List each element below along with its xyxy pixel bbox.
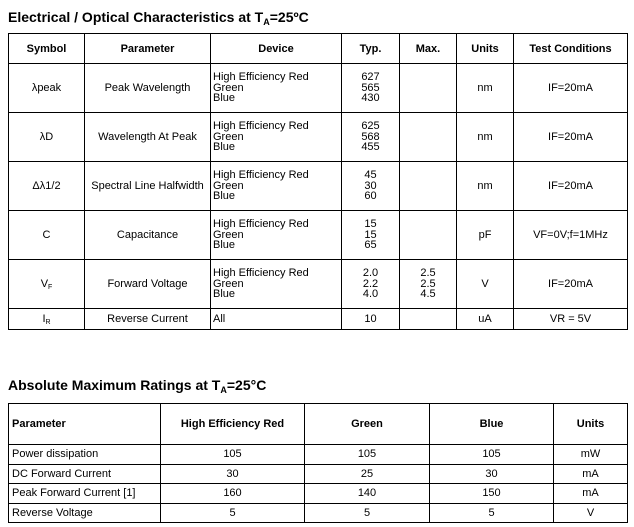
- symbol-text: V: [40, 277, 49, 290]
- device-cell: [211, 309, 342, 330]
- max-value: 2.5: [420, 267, 436, 280]
- test-conditions-cell: [514, 260, 628, 309]
- parameter-text: Wavelength At Peak: [98, 131, 197, 143]
- typ-cell: [342, 211, 400, 260]
- typ-cell: [342, 309, 400, 330]
- max-cell: [400, 162, 457, 211]
- parameter-cell: [85, 211, 211, 260]
- header-test-conditions: Test Conditions: [514, 34, 628, 64]
- device-name: High Efficiency Red: [213, 71, 309, 84]
- test-conditions-cell: [514, 309, 628, 330]
- typ-value: 30: [364, 179, 377, 192]
- typ-value: 430: [361, 92, 380, 105]
- device-name: Green: [213, 81, 244, 94]
- max-value: 4.5: [420, 288, 436, 301]
- typ-cell: [342, 162, 400, 211]
- header-blue: Blue: [430, 404, 554, 445]
- parameter-text: Reverse Current: [107, 313, 188, 325]
- device-name: Green: [213, 228, 244, 241]
- header-parameter: Parameter: [85, 34, 211, 64]
- parameter-cell: Power dissipation: [9, 445, 161, 465]
- max-cell: [400, 64, 457, 113]
- header-high-efficiency-red: High Efficiency Red: [161, 404, 305, 445]
- test-conditions-cell: [514, 113, 628, 162]
- device-name: Green: [213, 130, 244, 143]
- parameter-text: Peak Wavelength: [104, 82, 191, 94]
- typ-value: 10: [364, 312, 377, 325]
- symbol-text: λD: [39, 131, 54, 143]
- table-row: [9, 260, 628, 309]
- typ-value: 2.2: [362, 277, 379, 290]
- symbol-text: C: [42, 229, 51, 241]
- symbol-text: Δλ1/2: [32, 180, 61, 192]
- device-name: Green: [213, 277, 244, 290]
- parameter-text: Forward Voltage: [107, 278, 188, 290]
- header-green: Green: [305, 404, 430, 445]
- parameter-cell: Peak Forward Current [1]: [9, 484, 161, 504]
- table-row: [9, 445, 628, 465]
- units-text: pF: [478, 229, 492, 241]
- absolute-max-ratings-title: Absolute Maximum Ratings at $T_A=25^\circ C$: [8, 377, 267, 395]
- units-cell: mA: [554, 464, 628, 484]
- table-row: [9, 211, 628, 260]
- parameter-text: Spectral Line Halfwidth: [91, 180, 204, 192]
- blue-cell: 105: [430, 445, 554, 465]
- device-name: High Efficiency Red: [213, 120, 309, 133]
- test-conditions-text: IF=20mA: [548, 278, 593, 290]
- parameter-cell: Reverse Voltage: [9, 503, 161, 523]
- header-symbol: Symbol: [9, 34, 85, 64]
- table-row: [9, 113, 628, 162]
- device-name: All: [213, 312, 226, 325]
- units-text: V: [481, 278, 489, 290]
- header-device: Device: [211, 34, 342, 64]
- table-row: [9, 64, 628, 113]
- symbol-cell: [9, 113, 85, 162]
- units-cell: [457, 162, 514, 211]
- parameter-cell: [85, 64, 211, 113]
- header-units: Units: [457, 34, 514, 64]
- test-conditions-cell: [514, 211, 628, 260]
- units-cell: [457, 309, 514, 330]
- green-cell: 105: [305, 445, 430, 465]
- max-cell: [400, 211, 457, 260]
- typ-value: 565: [361, 81, 380, 94]
- max-cell: [400, 113, 457, 162]
- units-cell: [457, 211, 514, 260]
- typ-value: 65: [364, 239, 377, 252]
- symbol-cell: [9, 260, 85, 309]
- typ-cell: [342, 260, 400, 309]
- green-cell: 140: [305, 484, 430, 504]
- device-cell: [211, 64, 342, 113]
- table-row: [9, 464, 628, 484]
- parameter-cell: [85, 162, 211, 211]
- header-units: Units: [554, 404, 628, 445]
- units-cell: [457, 113, 514, 162]
- symbol-cell: [9, 309, 85, 330]
- typ-value: 2.0: [362, 267, 379, 280]
- test-conditions-text: IF=20mA: [548, 82, 593, 94]
- units-text: uA: [478, 313, 492, 325]
- blue-cell: 30: [430, 464, 554, 484]
- device-name: Blue: [213, 92, 236, 105]
- parameter-cell: DC Forward Current: [9, 464, 161, 484]
- electrical-optical-title: Electrical / Optical Characteristics at $T_A=25ºC$: [8, 9, 309, 27]
- symbol-text: I: [42, 312, 46, 325]
- table-header-row: [9, 404, 628, 445]
- device-name: Blue: [213, 190, 236, 203]
- device-name: High Efficiency Red: [213, 267, 309, 280]
- units-text: nm: [477, 180, 493, 192]
- table-row: [9, 309, 628, 330]
- device-name: Blue: [213, 141, 236, 154]
- typ-value: 15: [364, 228, 377, 241]
- device-cell: [211, 162, 342, 211]
- typ-value: 15: [364, 218, 377, 231]
- header-typ: Typ.: [342, 34, 400, 64]
- typ-cell: [342, 113, 400, 162]
- parameter-cell: [85, 309, 211, 330]
- green-cell: 25: [305, 464, 430, 484]
- units-cell: V: [554, 503, 628, 523]
- units-cell: [457, 260, 514, 309]
- electrical-optical-table: [8, 33, 628, 330]
- max-value: 2.5: [420, 277, 436, 290]
- symbol-cell: [9, 211, 85, 260]
- units-text: nm: [477, 131, 493, 143]
- test-conditions-cell: [514, 64, 628, 113]
- units-text: nm: [477, 82, 493, 94]
- typ-cell: [342, 64, 400, 113]
- device-name: Blue: [213, 288, 236, 301]
- high-efficiency-red-cell: 30: [161, 464, 305, 484]
- device-cell: [211, 211, 342, 260]
- typ-value: 568: [361, 130, 380, 143]
- header-parameter: Parameter: [9, 404, 161, 445]
- symbol-cell: [9, 162, 85, 211]
- units-cell: mW: [554, 445, 628, 465]
- table-row: [9, 162, 628, 211]
- table-header-row: [9, 34, 628, 64]
- device-name: High Efficiency Red: [213, 218, 309, 231]
- typ-value: 45: [364, 169, 377, 182]
- device-name: Green: [213, 179, 244, 192]
- header-max: Max.: [400, 34, 457, 64]
- max-cell: [400, 260, 457, 309]
- symbol-subscript: F: [48, 283, 53, 291]
- typ-value: 627: [361, 71, 380, 84]
- table-row: [9, 503, 628, 523]
- symbol-text: λpeak: [31, 82, 62, 94]
- typ-value: 625: [361, 120, 380, 133]
- units-cell: mA: [554, 484, 628, 504]
- device-name: High Efficiency Red: [213, 169, 309, 182]
- typ-value: 60: [364, 190, 377, 203]
- blue-cell: 5: [430, 503, 554, 523]
- parameter-cell: [85, 113, 211, 162]
- blue-cell: 150: [430, 484, 554, 504]
- table-row: [9, 484, 628, 504]
- typ-value: 455: [361, 141, 380, 154]
- units-cell: [457, 64, 514, 113]
- test-conditions-text: IF=20mA: [548, 131, 593, 143]
- max-cell: [400, 309, 457, 330]
- high-efficiency-red-cell: 105: [161, 445, 305, 465]
- parameter-cell: [85, 260, 211, 309]
- typ-value: 4.0: [362, 288, 379, 301]
- green-cell: 5: [305, 503, 430, 523]
- test-conditions-text: VR = 5V: [549, 313, 592, 325]
- test-conditions-cell: [514, 162, 628, 211]
- high-efficiency-red-cell: 160: [161, 484, 305, 504]
- parameter-text: Capacitance: [116, 229, 179, 241]
- device-name: Blue: [213, 239, 236, 252]
- device-cell: [211, 113, 342, 162]
- symbol-cell: [9, 64, 85, 113]
- high-efficiency-red-cell: 5: [161, 503, 305, 523]
- absolute-max-ratings-table: [8, 403, 628, 523]
- device-cell: [211, 260, 342, 309]
- symbol-subscript: R: [45, 318, 51, 326]
- test-conditions-text: IF=20mA: [548, 180, 593, 192]
- test-conditions-text: VF=0V;f=1MHz: [533, 229, 608, 241]
